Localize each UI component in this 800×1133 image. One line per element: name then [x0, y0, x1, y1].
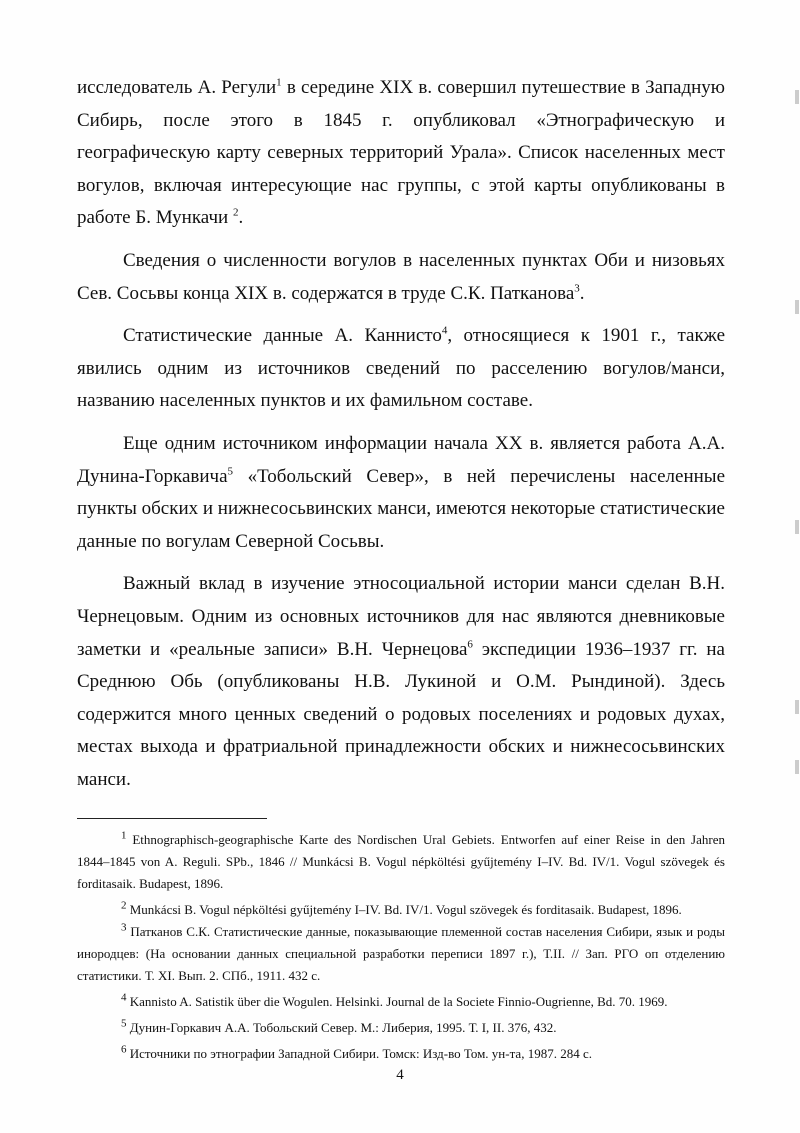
paragraph-5: Важный вклад в изучение этносоциальной истории манси сделан В.Н. Чернецовым. Одним из основных источников для нас являются дневниковые заметки и «реальные записи» В.Н. Чернецова$^6$ экспедиции 1936–1937 гг. на Среднюю Обь (опубликованы Н.В. Лукиной и О.М. Рындиной). Здесь содержится много ценных сведений о родовых поселениях и родовых духах, местах выхода и фратриальной принадлежности обских и нижнесосьвинских манси. — [77, 573, 725, 790]
main-text — [77, 72, 725, 806]
footnote-5: $^5$ Дунин-Горкавич А.А. Тобольский Север. М.: Либерия, 1995. Т. I, II. 376, 432. — [121, 1017, 557, 1035]
footnote-4: $^4$ Kannisto A. Satistik über die Wogulen. Helsinki. Journal de la Societe Finnio-Ougrienne, Bd. 70. 1969. — [121, 991, 668, 1009]
footnotes — [77, 829, 725, 1069]
footnote-ref-3: 3 — [574, 282, 580, 295]
footnote-6: $^6$ Источники по этнографии Западной Сибири. Томск: Изд-во Том. ун-та, 1987. 284 с. — [121, 1043, 592, 1061]
footnote-ref-1: 1 — [276, 76, 282, 89]
footnote-ref-4: 4 — [441, 324, 448, 337]
footnote-3: $^3$ Патканов С.К. Статистические данные, показывающие племенной состав населения Сибири, язык и роды инородцев: (На основании данных специальной разработки переписи 1897 г.), Т.II. // Зап. РГО оп отделению статистики. Т. XI. Вып. 2. СПб., 1911. 432 с. — [77, 921, 725, 983]
footnote-ref-6: 6 — [467, 638, 473, 651]
footnote-ref-2: 2 — [232, 207, 239, 220]
scan-edge-artifacts — [792, 0, 800, 1133]
footnote-ref-5: 5 — [227, 465, 234, 478]
paragraph-3: Статистические данные А. Каннисто$^4$, относящиеся к 1901 г., также явились одним из источников сведений по расселению вогулов/манси, названию населенных пунктов и их фамильном составе. — [77, 324, 725, 412]
page-number: 4 — [396, 1067, 404, 1083]
paragraph-4: Еще одним источником информации начала XX в. является работа А.А. Дунина-Горкавича$^5$ «Тобольский Север», в ней перечислены населенные пункты обских и нижнесосьвинских манси, имеются некоторые статистические данные по вогулам Северной Сосьвы. — [77, 432, 725, 552]
paragraph-1: исследователь А. Регули$^1$ в середине XIX в. совершил путешествие в Западную Сибирь, после этого в 1845 г. опубликовал «Этнографическую и географическую карту северных территорий Урала». Список населенных мест вогулов, включая интересующие нас группы, с этой карты опубликованы в работе Б. Мункачи $^2$. — [77, 76, 725, 229]
footnote-separator — [77, 818, 267, 819]
footnote-1: $^1$ Ethnographisch-geographische Karte des Nordischen Ural Gebiets. Entworfen auf einer Reise in den Jahren 1844–1845 von A. Reguli. SPb., 1846 // Munkácsi B. Vogul népköltési gyűjtemény I–IV. Bd. IV/1. Vogul szövegek és forditasaik. Budapest, 1896. — [77, 829, 725, 891]
paragraph-2: Сведения о численности вогулов в населенных пунктах Оби и низовьях Сев. Сосьвы конца XIX в. содержатся в труде С.К. Патканова$^3$. — [77, 249, 725, 304]
footnote-2: $^2$ Munkácsi B. Vogul népköltési gyűjtemény I–IV. Bd. IV/1. Vogul szövegek és forditasaik. Budapest, 1896. — [121, 899, 682, 917]
